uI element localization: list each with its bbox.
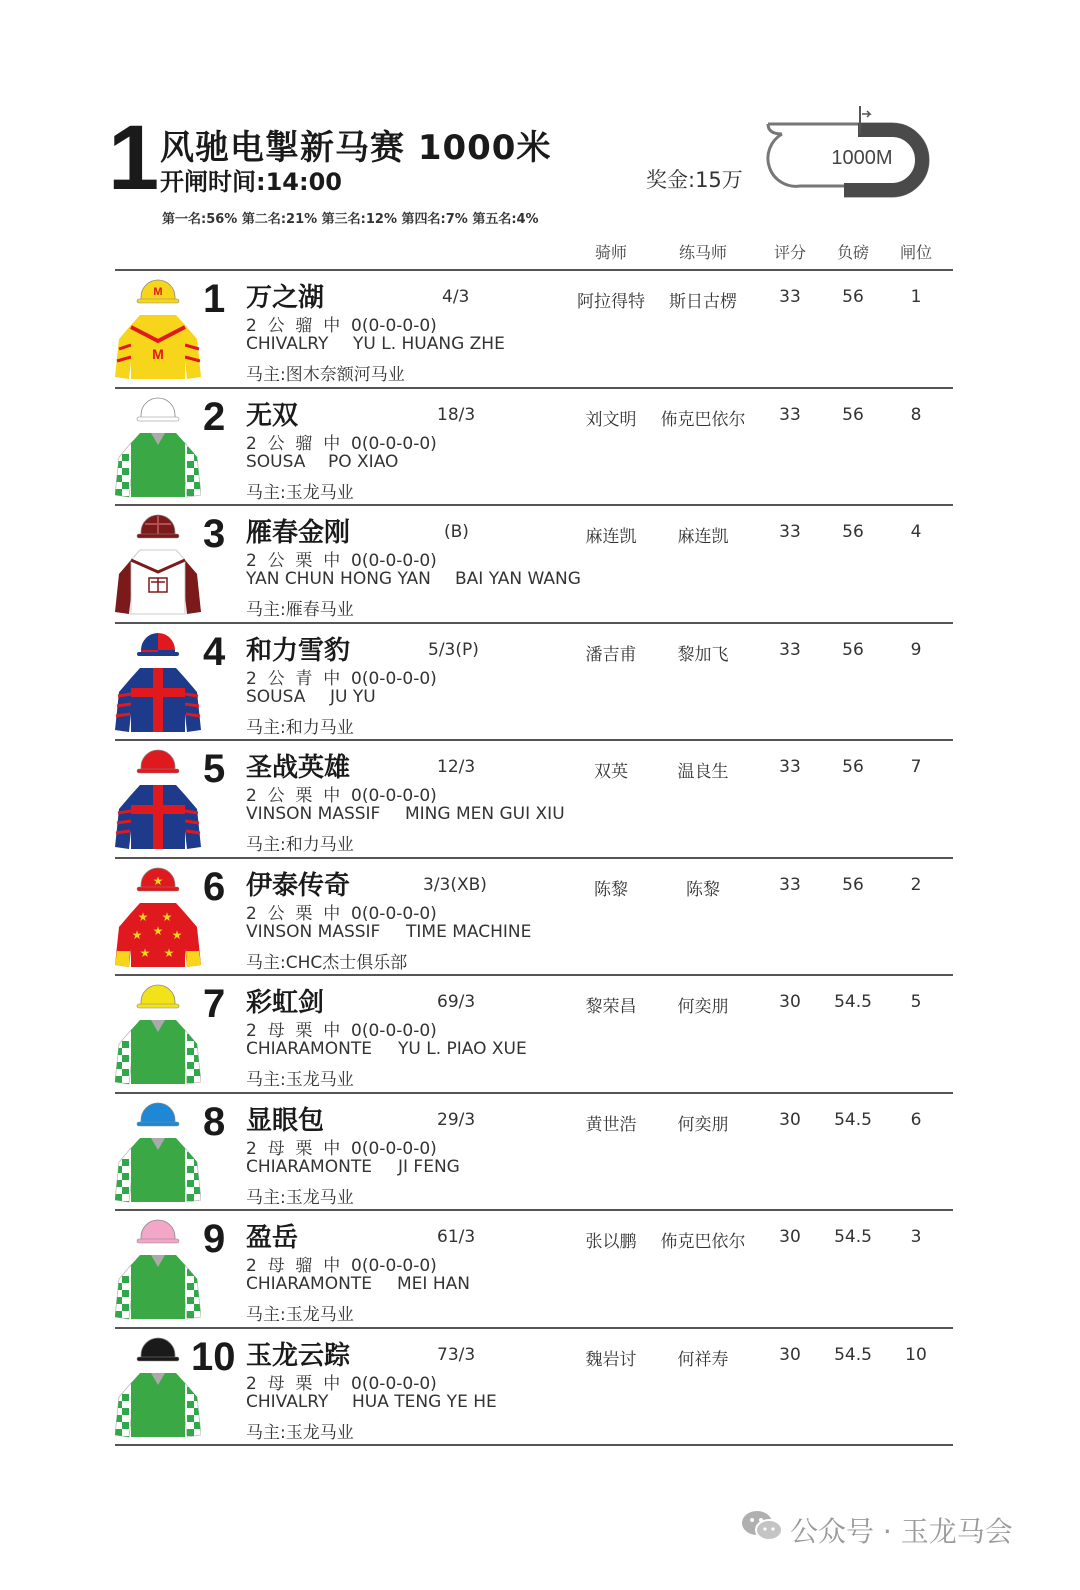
weight: 56 [842,287,864,307]
trainer-name: 温良生 [677,762,729,782]
draw: 6 [910,1109,922,1130]
jockey-name: 张以鹏 [585,1232,637,1252]
jockey-name: 阿拉得特 [577,292,645,312]
rating: 30 [779,1227,801,1247]
horse-owner: 马主:CHC杰士俱乐部 [246,952,408,973]
watermark [740,1508,1040,1548]
horse-owner: 马主:雁春马业 [246,600,354,620]
trainer-name: 黎加飞 [677,644,729,665]
horse-sire: VINSON MASSIF [246,921,381,942]
horse-odds: 29/3 [437,1109,476,1130]
header-draw: 闸位 [899,243,932,262]
horse-info: 2 公 青 中 0(0-0-0-0) [246,668,437,689]
weight: 56 [842,639,864,660]
runner-row [115,741,953,858]
horse-odds: 3/3(XB) [423,874,487,895]
runner-row [115,859,953,976]
trainer-name: 佈克巴依尔 [660,409,746,430]
rating: 30 [779,992,801,1012]
jockey-silk-icon [115,1098,201,1210]
horse-number: 7 [203,982,226,1026]
horse-info: 2 母 骝 中 0(0-0-0-0) [246,1256,437,1276]
horse-owner: 马主:和力马业 [246,835,354,855]
horse-odds: 4/3 [442,287,470,307]
horse-name: 玉龙云踪 [246,1340,351,1371]
horse-sire: SOUSA [246,686,306,707]
runner-row [115,624,953,741]
horse-dam: PO XIAO [328,451,399,472]
track-distance-label: 1000M [831,147,893,169]
svg-text:★: ★ [161,909,173,924]
weight: 56 [842,522,864,542]
horse-number: 8 [203,1099,226,1144]
horse-number: 4 [203,629,226,674]
horse-name: 彩虹剑 [246,988,325,1018]
horse-odds: 73/3 [437,1344,476,1365]
jockey-silk-icon [115,628,201,740]
trainer-name: 何奕朋 [677,1114,729,1135]
rating: 33 [779,522,801,542]
jockey-silk-icon [115,745,201,857]
jockey-name: 刘文明 [585,409,637,430]
svg-text:★: ★ [131,927,143,942]
draw: 9 [910,639,922,660]
jockey-silk-icon [115,275,201,387]
jockey-silk-icon [115,393,201,505]
horse-sire: VINSON MASSIF [246,804,381,824]
jockey-name: 潘吉甫 [585,644,637,665]
horse-odds: 18/3 [437,404,476,425]
horse-sire: CHIARAMONTE [246,1039,372,1059]
trainer-name: 何奕朋 [677,997,729,1017]
horse-name: 万之湖 [246,283,325,313]
horse-odds: 5/3(P) [428,639,479,660]
jockey-name: 魏岩讨 [585,1349,637,1370]
header-weight: 负磅 [836,243,869,262]
svg-text:★: ★ [171,927,183,942]
prize-money: 奖金:15万 [646,168,743,192]
horse-sire: CHIVALRY [246,334,329,354]
rating: 33 [779,639,801,660]
horse-info: 2 母 栗 中 0(0-0-0-0) [246,1373,437,1394]
horse-owner: 马主:图木奈额河马业 [246,365,405,385]
svg-text:★: ★ [163,945,175,960]
horse-dam: YU L. HUANG ZHE [353,334,505,354]
track-diagram-icon [760,104,960,202]
horse-info: 2 公 骝 中 0(0-0-0-0) [246,433,437,454]
draw: 7 [910,757,922,777]
svg-text:★: ★ [137,909,149,924]
horse-owner: 马主:玉龙马业 [246,1187,354,1208]
jockey-name: 黄世浩 [585,1114,637,1135]
draw: 8 [910,404,922,425]
header-rating: 评分 [773,243,806,262]
weight: 54.5 [834,1227,872,1247]
rating: 33 [779,404,801,425]
horse-dam: MEI HAN [397,1274,470,1294]
row-divider [115,1444,953,1446]
jockey-silk-icon [115,510,201,622]
race-number: 1 [108,107,160,209]
rating: 33 [779,287,801,307]
trainer-name: 麻连凯 [677,527,729,547]
horse-name: 雁春金刚 [246,518,351,548]
start-time: 开闸时间:14:00 [160,168,342,196]
rating: 33 [779,874,801,895]
trainer-name: 陈黎 [686,879,720,900]
horse-number: 10 [191,1334,236,1379]
horse-dam: HUA TENG YE HE [352,1391,497,1412]
jockey-name: 麻连凯 [585,527,637,547]
runner-row [115,506,953,623]
svg-text:★: ★ [152,873,164,888]
horse-name: 和力雪豹 [246,635,351,666]
horse-name: 显眼包 [246,1105,325,1136]
rating: 30 [779,1109,801,1130]
prize-split: 第一名:56% 第二名:21% 第三名:12% 第四名:7% 第五名:4% [162,212,539,227]
horse-name: 伊泰传奇 [246,870,351,901]
horse-number: 6 [203,864,226,909]
runner-row [115,389,953,506]
horse-number: 5 [203,747,226,791]
weight: 56 [842,874,864,895]
svg-text:M: M [152,346,164,362]
horse-owner: 马主:玉龙马业 [246,482,354,503]
svg-text:M: M [153,286,163,298]
horse-dam: TIME MACHINE [406,921,532,942]
horse-dam: BAI YAN WANG [455,569,581,589]
weight: 56 [842,404,864,425]
horse-number: 1 [203,277,226,321]
horse-name: 无双 [246,400,299,431]
weight: 56 [842,757,864,777]
horse-sire: YAN CHUN HONG YAN [246,569,431,589]
horse-dam: JU YU [330,686,376,707]
horse-owner: 马主:玉龙马业 [246,1305,354,1325]
jockey-silk-icon [115,980,201,1092]
rating: 30 [779,1344,801,1365]
runner-row [115,1211,953,1328]
horse-odds: (B) [444,522,469,542]
horse-sire: CHIARAMONTE [246,1274,372,1294]
horse-info: 2 公 栗 中 0(0-0-0-0) [246,786,437,806]
runner-row [115,976,953,1093]
horse-owner: 马主:玉龙马业 [246,1070,354,1090]
runner-row [115,271,953,388]
jockey-silk-icon [115,863,201,975]
draw: 10 [905,1344,927,1365]
horse-owner: 马主:玉龙马业 [246,1422,354,1443]
jockey-silk-icon [115,1215,201,1327]
horse-info: 2 母 栗 中 0(0-0-0-0) [246,1138,437,1159]
horse-number: 2 [203,394,226,439]
header-jockey: 骑师 [594,243,627,262]
draw: 1 [910,287,922,307]
svg-text:★: ★ [152,923,164,938]
horse-number: 9 [203,1217,226,1261]
draw: 4 [910,522,922,542]
horse-name: 盈岳 [246,1223,299,1253]
horse-name: 圣战英雄 [246,753,351,783]
jockey-name: 双英 [594,762,628,782]
horse-dam: JI FENG [398,1156,460,1177]
draw: 3 [910,1227,922,1247]
runner-row [115,1094,953,1211]
runner-row [115,1329,953,1446]
draw: 2 [910,874,922,895]
horse-sire: CHIARAMONTE [246,1156,372,1177]
weight: 54.5 [834,1344,872,1365]
watermark-text: 公众号 · 玉龙马会 [790,1515,1013,1548]
wechat-icon [740,1508,784,1544]
horse-info: 2 公 栗 中 0(0-0-0-0) [246,551,437,571]
weight: 54.5 [834,1109,872,1130]
trainer-name: 佈克巴依尔 [660,1232,746,1252]
rating: 33 [779,757,801,777]
draw: 5 [910,992,922,1012]
svg-text:★: ★ [139,945,151,960]
horse-dam: MING MEN GUI XIU [405,804,565,824]
horse-sire: SOUSA [246,451,306,472]
header-trainer: 练马师 [678,243,727,262]
horse-number: 3 [203,512,226,556]
horse-info: 2 公 栗 中 0(0-0-0-0) [246,903,437,924]
trainer-name: 斯日古楞 [669,292,737,312]
jockey-silk-icon [115,1333,201,1445]
horse-owner: 马主:和力马业 [246,717,354,738]
horse-odds: 69/3 [437,992,476,1012]
horse-info: 2 公 骝 中 0(0-0-0-0) [246,316,437,336]
jockey-name: 黎荣昌 [585,997,637,1017]
jockey-name: 陈黎 [594,879,628,900]
horse-odds: 12/3 [437,757,476,777]
horse-info: 2 母 栗 中 0(0-0-0-0) [246,1021,437,1041]
weight: 54.5 [834,992,872,1012]
horse-dam: YU L. PIAO XUE [398,1039,527,1059]
horse-sire: CHIVALRY [246,1391,329,1412]
trainer-name: 何祥寿 [677,1349,729,1370]
race-title: 风驰电掣新马赛 1000米 [160,128,552,168]
horse-odds: 61/3 [437,1227,476,1247]
